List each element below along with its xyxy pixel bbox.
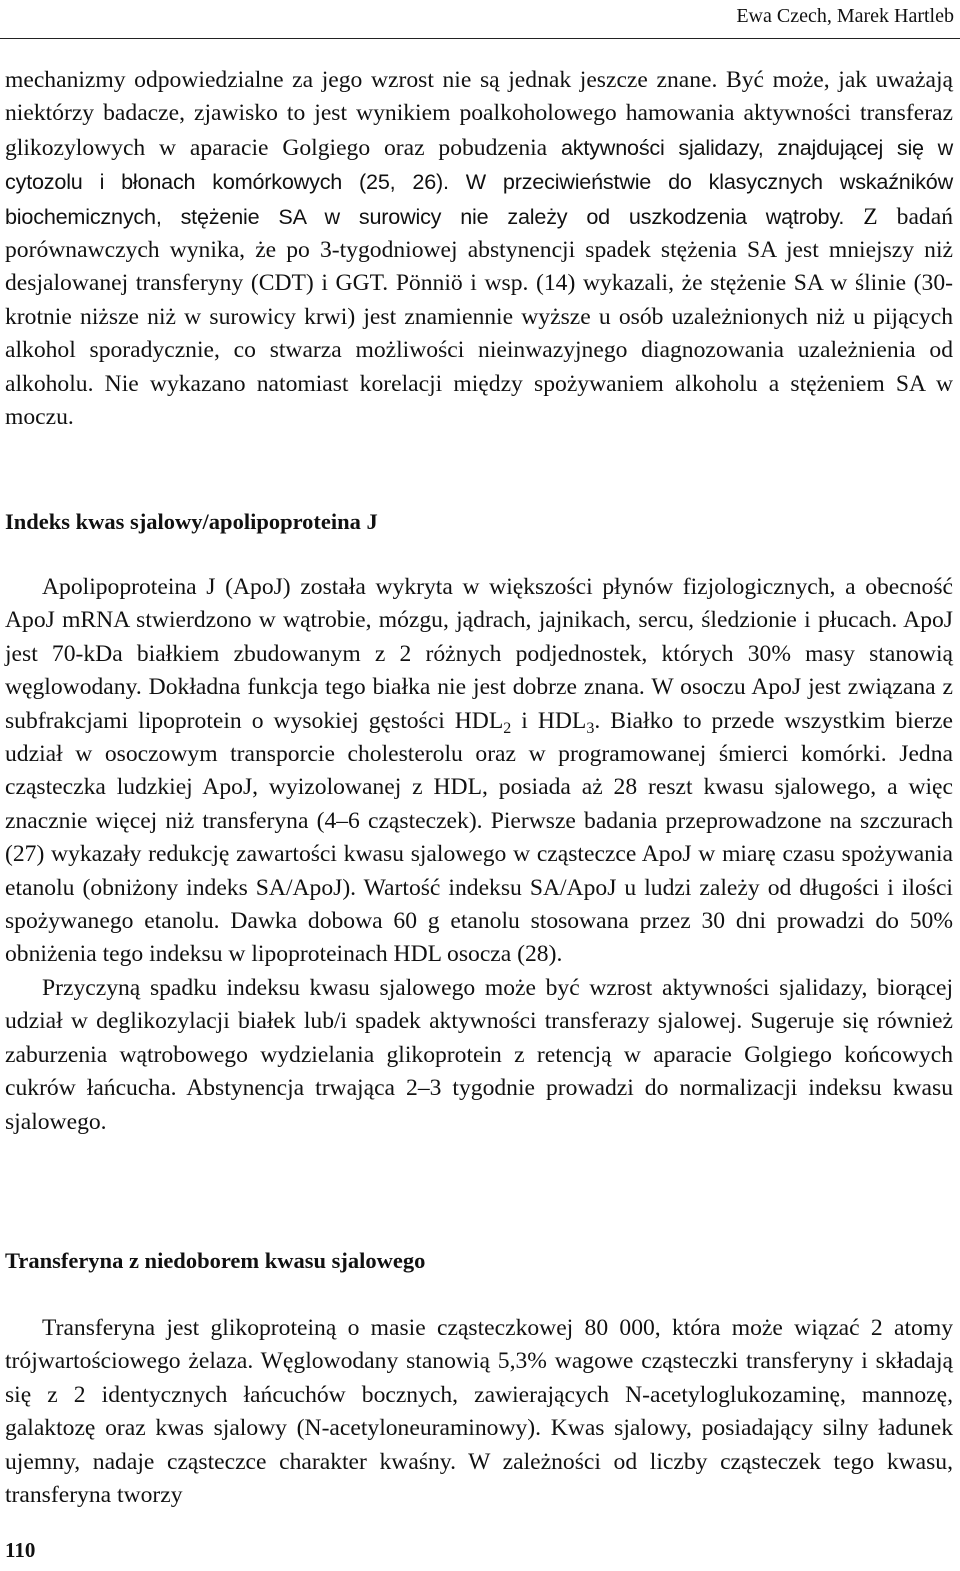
header-rule [0, 38, 960, 39]
running-head-authors: Ewa Czech, Marek Hartleb [736, 5, 954, 27]
page-number: 110 [5, 1538, 36, 1562]
sa-apoj-paragraph-1 [5, 571, 953, 972]
sa-apoj-paragraph-2: Przyczyną spadku indeksu kwasu sjalowego może być wzrost aktywności sjalidazy, biorącej udział w deglikozylacji białek lub/i spadek aktywności transferazy sjalowej. Sugeruje się również zaburzenia wątrobowego wydzielania glikoprotein z retencją w aparacie Golgiego końcowych cukrów łańcucha. Abstynencja trwająca 2–3 tygodnie prowadzi do normalizacji indeksu kwasu sjalowego. [5, 974, 953, 1135]
intro-text-part-3: Z badań porównawczych wynika, że po 3-tygodniowej abstynencji spadek stężenia SA jest mniejszy niż desjalowanej transferyny (CDT) i GGT. Pönniö i wsp. (14) wykazali, że stężenie SA w ślinie (30-krotnie niższe niż w surowicy krwi) jest znamiennie wyższe u osób uzależnionych niż u pijących alkohol sporadycznie, co stwarza możliwości nieinwazyjnego diagnozowania uzależnienia od alkoholu. Nie wykazano natomiast korelacji między spożywaniem alkoholu a stężeniem SA w moczu. [5, 203, 953, 431]
intro-text-part-2: aktywności sjalidazy, znajdującej się w cytozolu i błonach komórkowych (25, 26). W przeciwieństwie do klasycznych wskaźników biochemicznych, stężenie SA w surowicy nie zależy od uszkodzenia wątroby. [5, 134, 953, 229]
section-heading-sa-apoj: Indeks kwas sjalowy/apolipoproteina J [5, 509, 378, 534]
intro-text-part-1: mechanizmy odpowiedzialne za jego wzrost nie są jednak jeszcze znane. Być może, jak uważają niektórzy badacze, zjawisko to jest wynikiem poalkoholowego hamowania aktywności transferaz glikozylowych w aparacie Golgiego oraz pobudzenia [5, 67, 953, 161]
hdl-subscript-3: 3 [586, 719, 595, 737]
hdl-subscript-2: 2 [503, 719, 512, 737]
section-cdt-body [5, 1312, 953, 1512]
sa-apoj-text-a: Apolipoproteina J (ApoJ) została wykryta w większości płynów fizjologicznych, a obecność ApoJ mRNA stwierdzono w wątrobie, mózgu, jądrach, jajnikach, sercu, śledzionie i płucach. ApoJ jest 70-kDa białkiem zbudowanym z 2 różnych podjednostek, których 30% masy stanowią węglowodany. Dokładna funkcja tego białka nie jest dobrze znana. W osoczu ApoJ jest związana z subfrakcjami lipoprotein o wysokiej gęstości HDL [5, 574, 953, 734]
section-heading-cdt: Transferyna z niedoborem kwasu sjalowego [5, 1248, 426, 1273]
intro-continued-paragraph [5, 64, 953, 434]
sa-apoj-text-mid: i HDL [511, 707, 587, 734]
cdt-paragraph-1: Transferyna jest glikoproteiną o masie cząsteczkowej 80 000, która może wiązać 2 atomy trójwartościowego żelaza. Węglowodany stanowią 5,3% wagowe cząsteczki transferyny i składają się z 2 identycznych łańcuchów bocznych, zawierających N-acetyloglukozaminę, mannozę, galaktozę oraz kwas sjalowy (N-acetyloneuraminowy). Kwas sjalowy, posiadający silny ładunek ujemny, nadaje cząsteczce charakter kwaśny. W zależności od liczby cząsteczek tego kwasu, transferyna tworzy [5, 1315, 953, 1509]
sa-apoj-text-b: . Białko to przede wszystkim bierze udział w osoczowym transporcie cholesterolu oraz w programowanej śmierci komórki. Jedna cząsteczka ludzkiej ApoJ, wyizolowanej z HDL, posiada aż 28 reszt kwasu sjalowego, a więc znacznie więcej niż transferyna (4–6 cząsteczek). Pierwsze badania przeprowadzone na szczurach (27) wykazały redukcję zawartości kwasu sjalowego w cząsteczce ApoJ w miarę czasu spożywania etanolu (obniżony indeks SA/ApoJ). Wartość indeksu SA/ApoJ u ludzi zależy od długości i ilości spożywanego etanolu. Dawka dobowa 60 g etanolu stosowana przez 30 dni prowadzi do 50% obniżenia tego indeksu w lipoproteinach HDL osocza (28). [5, 707, 954, 968]
section-sa-apoj-body [5, 571, 953, 1139]
